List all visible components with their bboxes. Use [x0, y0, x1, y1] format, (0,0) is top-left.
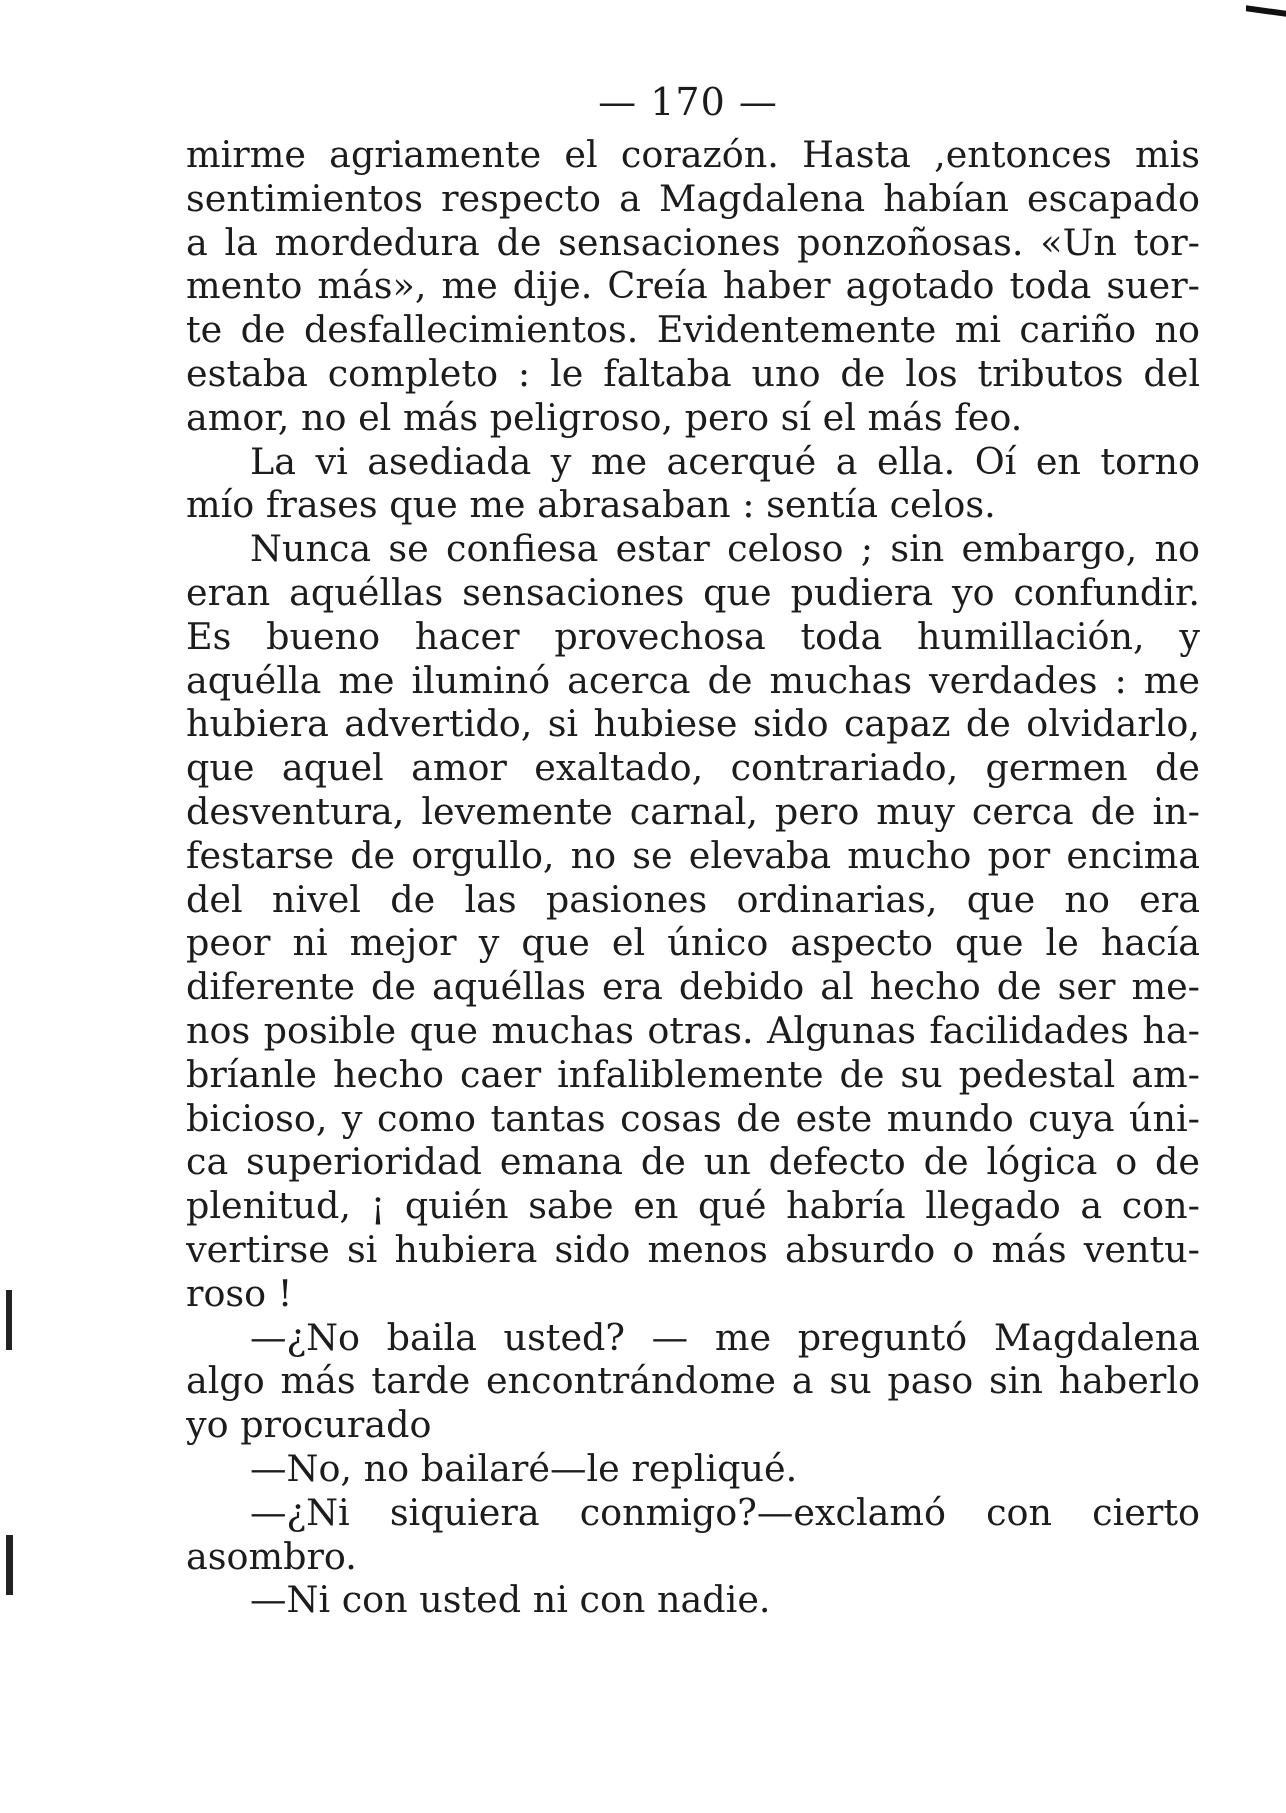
text-line: diferente de aquéllas era debido al hecho de ser me- [186, 965, 1200, 1009]
text-line: que aquel amor exaltado, contrariado, germen de [186, 746, 1200, 790]
text-line: —¿No baila usted? — me preguntó Magdalena [250, 1315, 1200, 1359]
text-line: amor, no el más peligroso, pero sí el más feo. [186, 395, 1023, 439]
text-line: bríanle hecho caer infaliblemente de su pedestal am- [186, 1052, 1200, 1096]
scan-corner-mark [1246, 5, 1286, 17]
text-line: mento más», me dije. Creía haber agotado toda suer- [186, 264, 1200, 308]
text-line: nos posible que muchas otras. Algunas facilidades ha- [186, 1008, 1200, 1052]
text-line: aquélla me iluminó acerca de muchas verdades : me [186, 658, 1200, 702]
text-line: vertirse si hubiera sido menos absurdo o más ventu- [186, 1227, 1200, 1271]
text-line: mío frases que me abrasaban : sentía celos. [186, 483, 996, 527]
text-line: Nunca se confiesa estar celoso ; sin embargo, no [250, 527, 1200, 571]
text-line: —¿Ni siquiera conmigo?—exclamó con cierto [250, 1490, 1200, 1534]
text-lines [186, 133, 1200, 1622]
text-line: sentimientos respecto a Magdalena habían escapado [186, 176, 1200, 220]
text-line: bicioso, y como tantas cosas de este mundo cuya úni- [186, 1096, 1200, 1140]
text-line: yo procurado [186, 1403, 432, 1447]
text-line: plenitud, ¡ quién sabe en qué habría llegado a con- [186, 1184, 1200, 1228]
text-line: hubiera advertido, si hubiese sido capaz de olvidarlo, [186, 702, 1200, 746]
text-line: estaba completo : le faltaba uno de los tributos del [186, 351, 1200, 395]
text-line: del nivel de las pasiones ordinarias, que no era [186, 877, 1200, 921]
text-line: —No, no bailaré—le repliqué. [250, 1446, 798, 1490]
text-line: te de desfallecimientos. Evidentemente mi cariño no [186, 308, 1200, 352]
body-text [186, 133, 1200, 1622]
text-line: ca superioridad emana de un defecto de lógica o de [186, 1140, 1200, 1184]
text-line: peor ni mejor y que el único aspecto que le hacía [186, 921, 1200, 965]
text-line: eran aquéllas sensaciones que pudiera yo confundir. [186, 570, 1200, 614]
scan-margin-mark [6, 1535, 13, 1595]
text-line: asombro. [186, 1534, 357, 1578]
text-line: Es bueno hacer provechosa toda humillación, y [186, 614, 1200, 658]
page-number: — 170 — [598, 80, 778, 124]
text-line: a la mordedura de sensaciones ponzoñosas. «Un tor- [186, 220, 1200, 264]
text-line: desventura, levemente carnal, pero muy cerca de in- [186, 789, 1200, 833]
text-line: La vi asediada y me acerqué a ella. Oí en torno [250, 439, 1200, 483]
text-line: algo más tarde encontrándome a su paso sin haberlo [186, 1359, 1200, 1403]
text-line: festarse de orgullo, no se elevaba mucho por encima [186, 833, 1200, 877]
scan-margin-mark [6, 1290, 12, 1350]
text-line: mirme agriamente el corazón. Hasta ,entonces mis [186, 133, 1200, 176]
text-line: —Ni con usted ni con nadie. [250, 1578, 771, 1622]
text-line: roso ! [186, 1271, 293, 1315]
